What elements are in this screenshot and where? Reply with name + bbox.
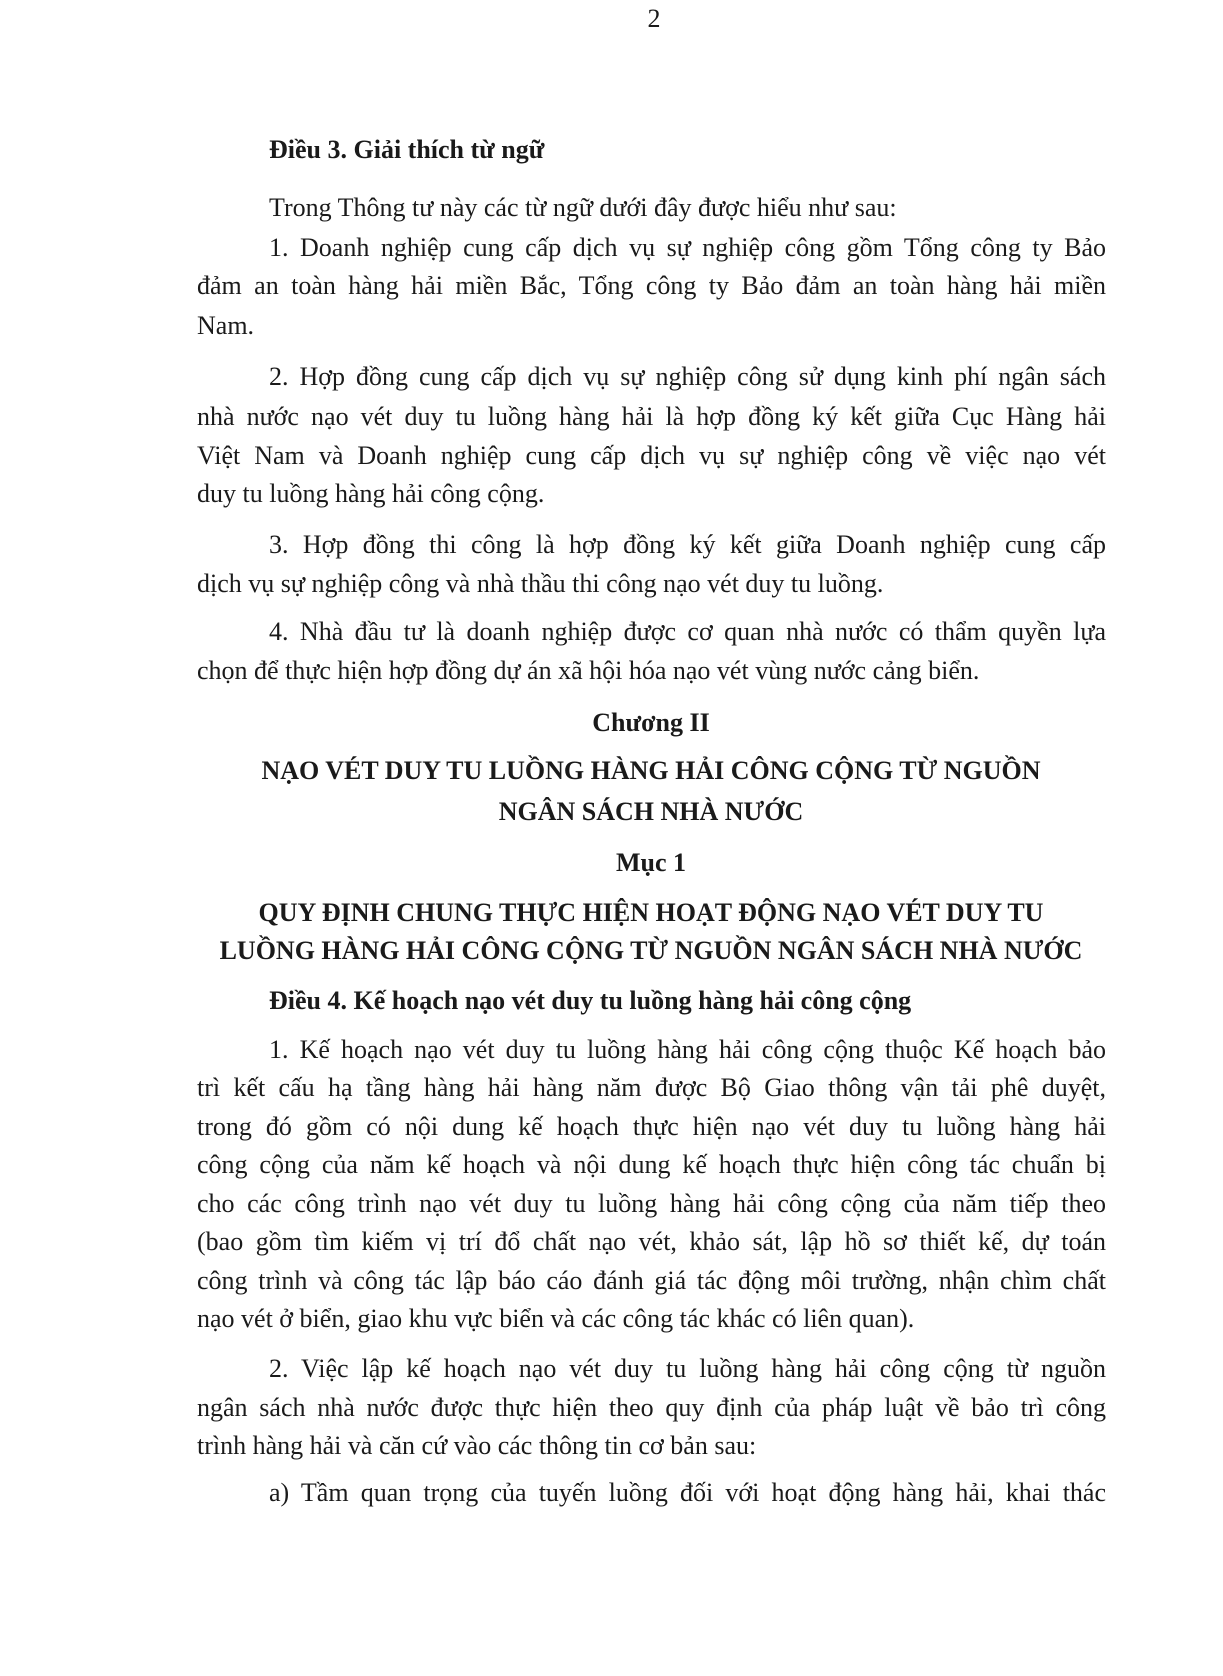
paragraph-line: trì kết cấu hạ tầng hàng hải hàng năm được Bộ Giao thông vận tải phê duyệt, [197,1073,1106,1102]
paragraph-line: chọn để thực hiện hợp đồng dự án xã hội hóa nạo vét vùng nước cảng biển. [197,656,980,685]
paragraph-line: đảm an toàn hàng hải miền Bắc, Tổng công ty Bảo đảm an toàn hàng hải miền [197,271,1106,300]
paragraph-line: Nam. [197,311,255,340]
chapter-heading: QUY ĐỊNH CHUNG THỰC HIỆN HOẠT ĐỘNG NẠO VÉT DUY TU [258,898,1044,927]
paragraph-line: (bao gồm tìm kiếm vị trí đổ chất nạo vét, khảo sát, lập hồ sơ thiết kế, dự toán [197,1227,1106,1256]
paragraph-line: công cộng của năm kế hoạch và nội dung kế hoạch thực hiện công tác chuẩn bị [197,1150,1106,1179]
paragraph-line: cho các công trình nạo vét duy tu luồng hàng hải công cộng của năm tiếp theo [197,1189,1106,1218]
paragraph-line: Trong Thông tư này các từ ngữ dưới đây được hiểu như sau: [269,193,897,222]
chapter-heading: Chương II [592,708,710,737]
article-heading: Điều 4. Kế hoạch nạo vét duy tu luồng hàng hải công cộng [269,986,912,1015]
paragraph-line: ngân sách nhà nước được thực hiện theo quy định của pháp luật về bảo trì công [197,1393,1106,1422]
paragraph-line: Việt Nam và Doanh nghiệp cung cấp dịch vụ sự nghiệp công về việc nạo vét [197,441,1106,470]
paragraph-line: dịch vụ sự nghiệp công và nhà thầu thi công nạo vét duy tu luồng. [197,569,884,598]
paragraph-line: 2. Việc lập kế hoạch nạo vét duy tu luồng hàng hải công cộng từ nguồn [269,1354,1106,1383]
paragraph-line: a) Tầm quan trọng của tuyến luồng đối với hoạt động hàng hải, khai thác [269,1478,1106,1507]
paragraph-line: 3. Hợp đồng thi công là hợp đồng ký kết giữa Doanh nghiệp cung cấp [269,530,1106,559]
paragraph-line: duy tu luồng hàng hải công cộng. [197,479,545,508]
chapter-heading: Mục 1 [615,848,687,877]
paragraph-line: trong đó gồm có nội dung kế hoạch thực hiện nạo vét duy tu luồng hàng hải [197,1112,1106,1141]
paragraph-line: trình hàng hải và căn cứ vào các thông tin cơ bản sau: [197,1431,757,1460]
paragraph-line: 1. Doanh nghiệp cung cấp dịch vụ sự nghiệp công gồm Tổng công ty Bảo [269,233,1106,262]
paragraph-line: công trình và công tác lập báo cáo đánh giá tác động môi trường, nhận chìm chất [197,1266,1106,1295]
chapter-heading: LUỒNG HÀNG HẢI CÔNG CỘNG TỪ NGUỒN NGÂN SÁCH NHÀ NƯỚC [219,936,1083,965]
paragraph-line: 4. Nhà đầu tư là doanh nghiệp được cơ quan nhà nước có thẩm quyền lựa [269,617,1106,646]
chapter-heading: NGÂN SÁCH NHÀ NƯỚC [498,797,804,826]
paragraph-line: 2. Hợp đồng cung cấp dịch vụ sự nghiệp công sử dụng kinh phí ngân sách [269,362,1106,391]
page-number: 2 [647,4,661,33]
paragraph-line: nạo vét ở biển, giao khu vực biển và các công tác khác có liên quan). [197,1304,915,1333]
paragraph-line: nhà nước nạo vét duy tu luồng hàng hải là hợp đồng ký kết giữa Cục Hàng hải [197,402,1106,431]
chapter-heading: NẠO VÉT DUY TU LUỒNG HÀNG HẢI CÔNG CỘNG TỪ NGUỒN [261,756,1041,785]
article-heading: Điều 3. Giải thích từ ngữ [269,135,545,164]
paragraph-line: 1. Kế hoạch nạo vét duy tu luồng hàng hải công cộng thuộc Kế hoạch bảo [269,1035,1106,1064]
